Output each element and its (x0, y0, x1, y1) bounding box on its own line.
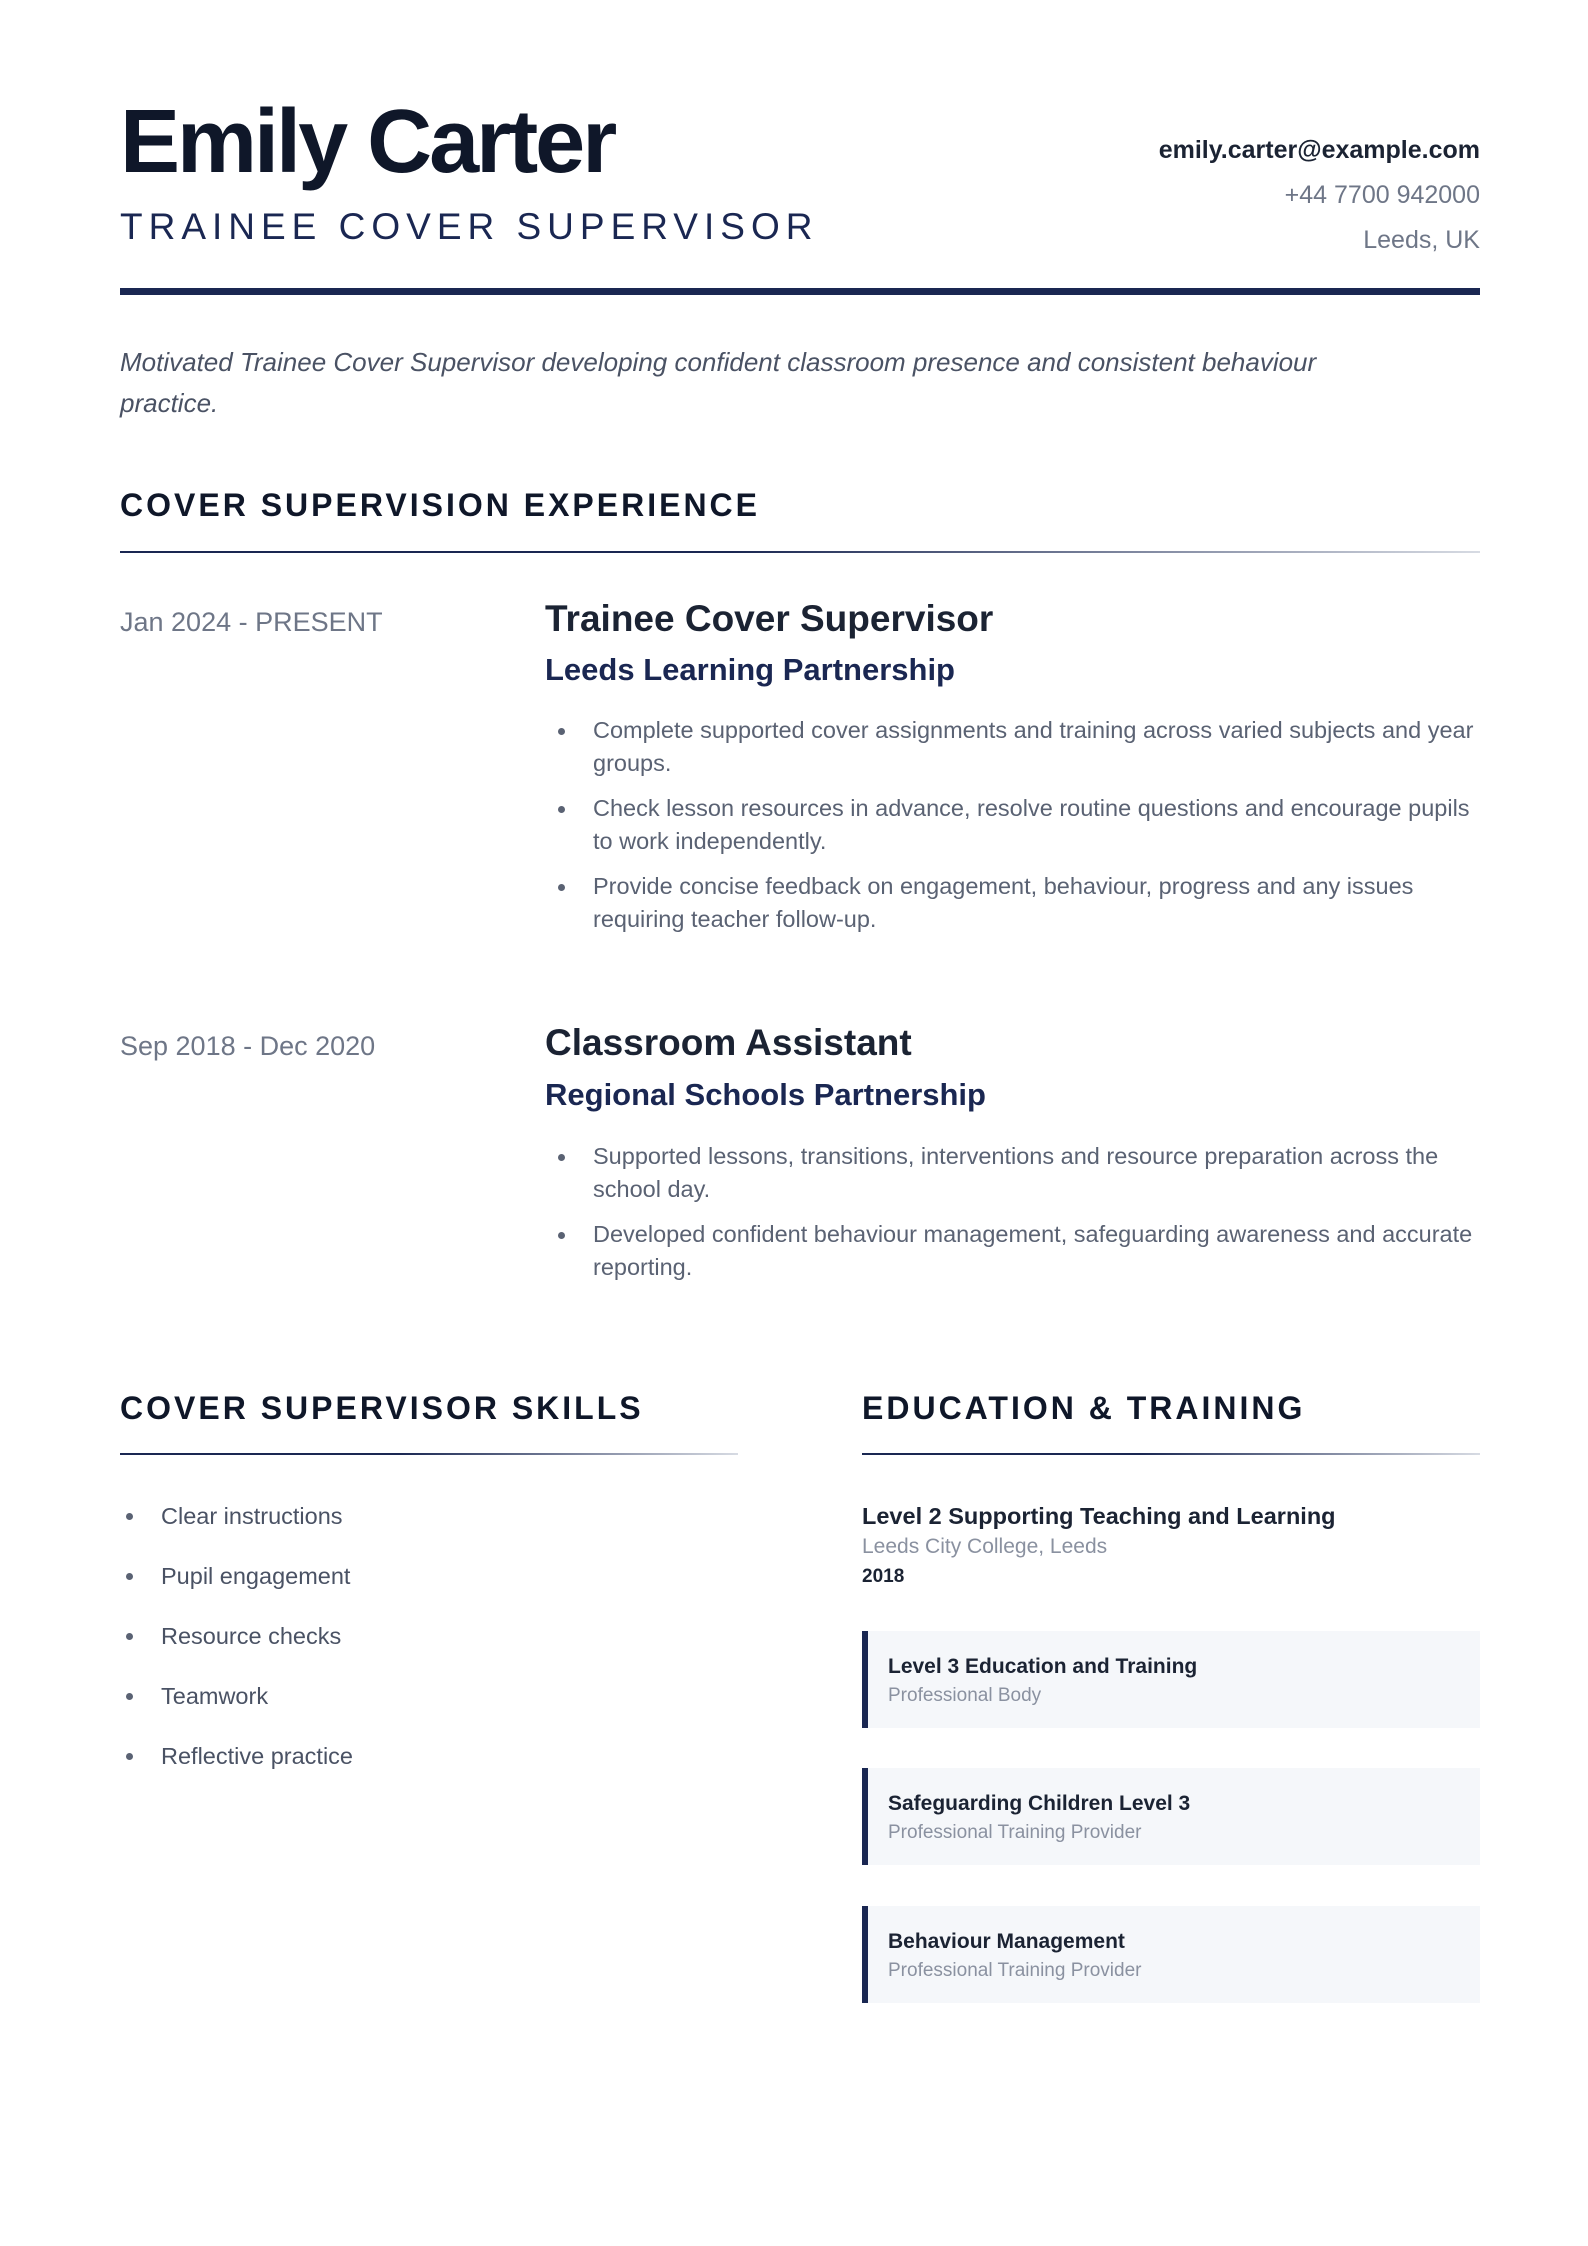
job-organisation: Leeds Learning Partnership (545, 652, 955, 687)
skill-label: Pupil engagement (161, 1563, 351, 1589)
skill-label: Teamwork (161, 1683, 269, 1709)
contact-block (1159, 128, 1480, 263)
skill-label: Reflective practice (161, 1743, 353, 1769)
list-item (120, 1680, 353, 1712)
list-item (120, 1560, 353, 1592)
education-entry (862, 1500, 1480, 1592)
bullet-icon (126, 1513, 133, 1520)
job-title-headline: TRAINEE COVER SUPERVISOR (120, 206, 819, 247)
list-item (545, 870, 1480, 936)
education-divider (862, 1453, 1480, 1455)
qualification-name: Behaviour Management (888, 1930, 1125, 1953)
bullet-icon (558, 884, 565, 891)
bullet-text: Provide concise feedback on engagement, behaviour, progress and any issues requiring teacher follow-up. (593, 873, 1414, 932)
list-item (120, 1740, 353, 1772)
header-divider (120, 288, 1480, 295)
skill-label: Resource checks (161, 1623, 342, 1649)
qualification-name: Level 3 Education and Training (888, 1655, 1198, 1678)
skills-divider (120, 1453, 738, 1455)
bullet-icon (558, 728, 565, 735)
bullet-text: Supported lessons, transitions, interventions and resource preparation across the school day. (593, 1143, 1439, 1202)
list-item (545, 792, 1480, 858)
skill-label: Clear instructions (161, 1503, 343, 1529)
bullet-text: Complete supported cover assignments and training across varied subjects and year groups. (593, 717, 1474, 776)
bullet-icon (126, 1693, 133, 1700)
job-organisation: Regional Schools Partnership (545, 1077, 986, 1112)
bullet-icon (558, 1154, 565, 1161)
education-card (862, 1906, 1480, 2003)
qualification-provider: Professional Training Provider (888, 1822, 1142, 1843)
experience-heading: COVER SUPERVISION EXPERIENCE (120, 487, 760, 523)
job-dates: Sep 2018 - Dec 2020 (120, 1031, 376, 1061)
education-card (862, 1768, 1480, 1865)
phone-number: +44 7700 942000 (1284, 181, 1480, 209)
list-item (545, 1218, 1480, 1284)
bullet-text: Developed confident behaviour management, safeguarding awareness and accurate reporting. (593, 1221, 1473, 1280)
list-item (545, 714, 1480, 780)
candidate-name: Emily Carter (120, 92, 615, 192)
bullet-icon (126, 1753, 133, 1760)
education-card (862, 1631, 1480, 1728)
list-item (120, 1500, 353, 1532)
qualification-provider: Leeds City College, Leeds (862, 1535, 1108, 1558)
skills-list (120, 1500, 353, 1800)
list-item (545, 1140, 1480, 1206)
qualification-name: Level 2 Supporting Teaching and Learning (862, 1503, 1336, 1529)
job-title: Classroom Assistant (545, 1022, 912, 1063)
qualification-name: Safeguarding Children Level 3 (888, 1792, 1191, 1815)
qualification-provider: Professional Training Provider (888, 1960, 1142, 1981)
job-title: Trainee Cover Supervisor (545, 598, 994, 639)
experience-divider (120, 551, 1480, 553)
skills-heading: COVER SUPERVISOR SKILLS (120, 1390, 644, 1426)
qualification-provider: Professional Body (888, 1685, 1042, 1706)
bullet-icon (126, 1573, 133, 1580)
location: Leeds, UK (1363, 226, 1480, 254)
bullet-icon (558, 806, 565, 813)
bullet-icon (126, 1633, 133, 1640)
job-responsibilities (545, 1140, 1480, 1296)
qualification-year: 2018 (862, 1566, 905, 1587)
education-heading: EDUCATION & TRAINING (862, 1390, 1306, 1426)
profile-summary: Motivated Trainee Cover Supervisor developing confident classroom presence and consistent behaviour practice. (120, 347, 1317, 418)
job-responsibilities (545, 714, 1480, 948)
bullet-text: Check lesson resources in advance, resolve routine questions and encourage pupils to work independently. (593, 795, 1470, 854)
list-item (120, 1620, 353, 1652)
bullet-icon (558, 1232, 565, 1239)
job-dates: Jan 2024 - PRESENT (120, 607, 383, 637)
email-link[interactable]: emily.carter@example.com (1158, 136, 1480, 164)
